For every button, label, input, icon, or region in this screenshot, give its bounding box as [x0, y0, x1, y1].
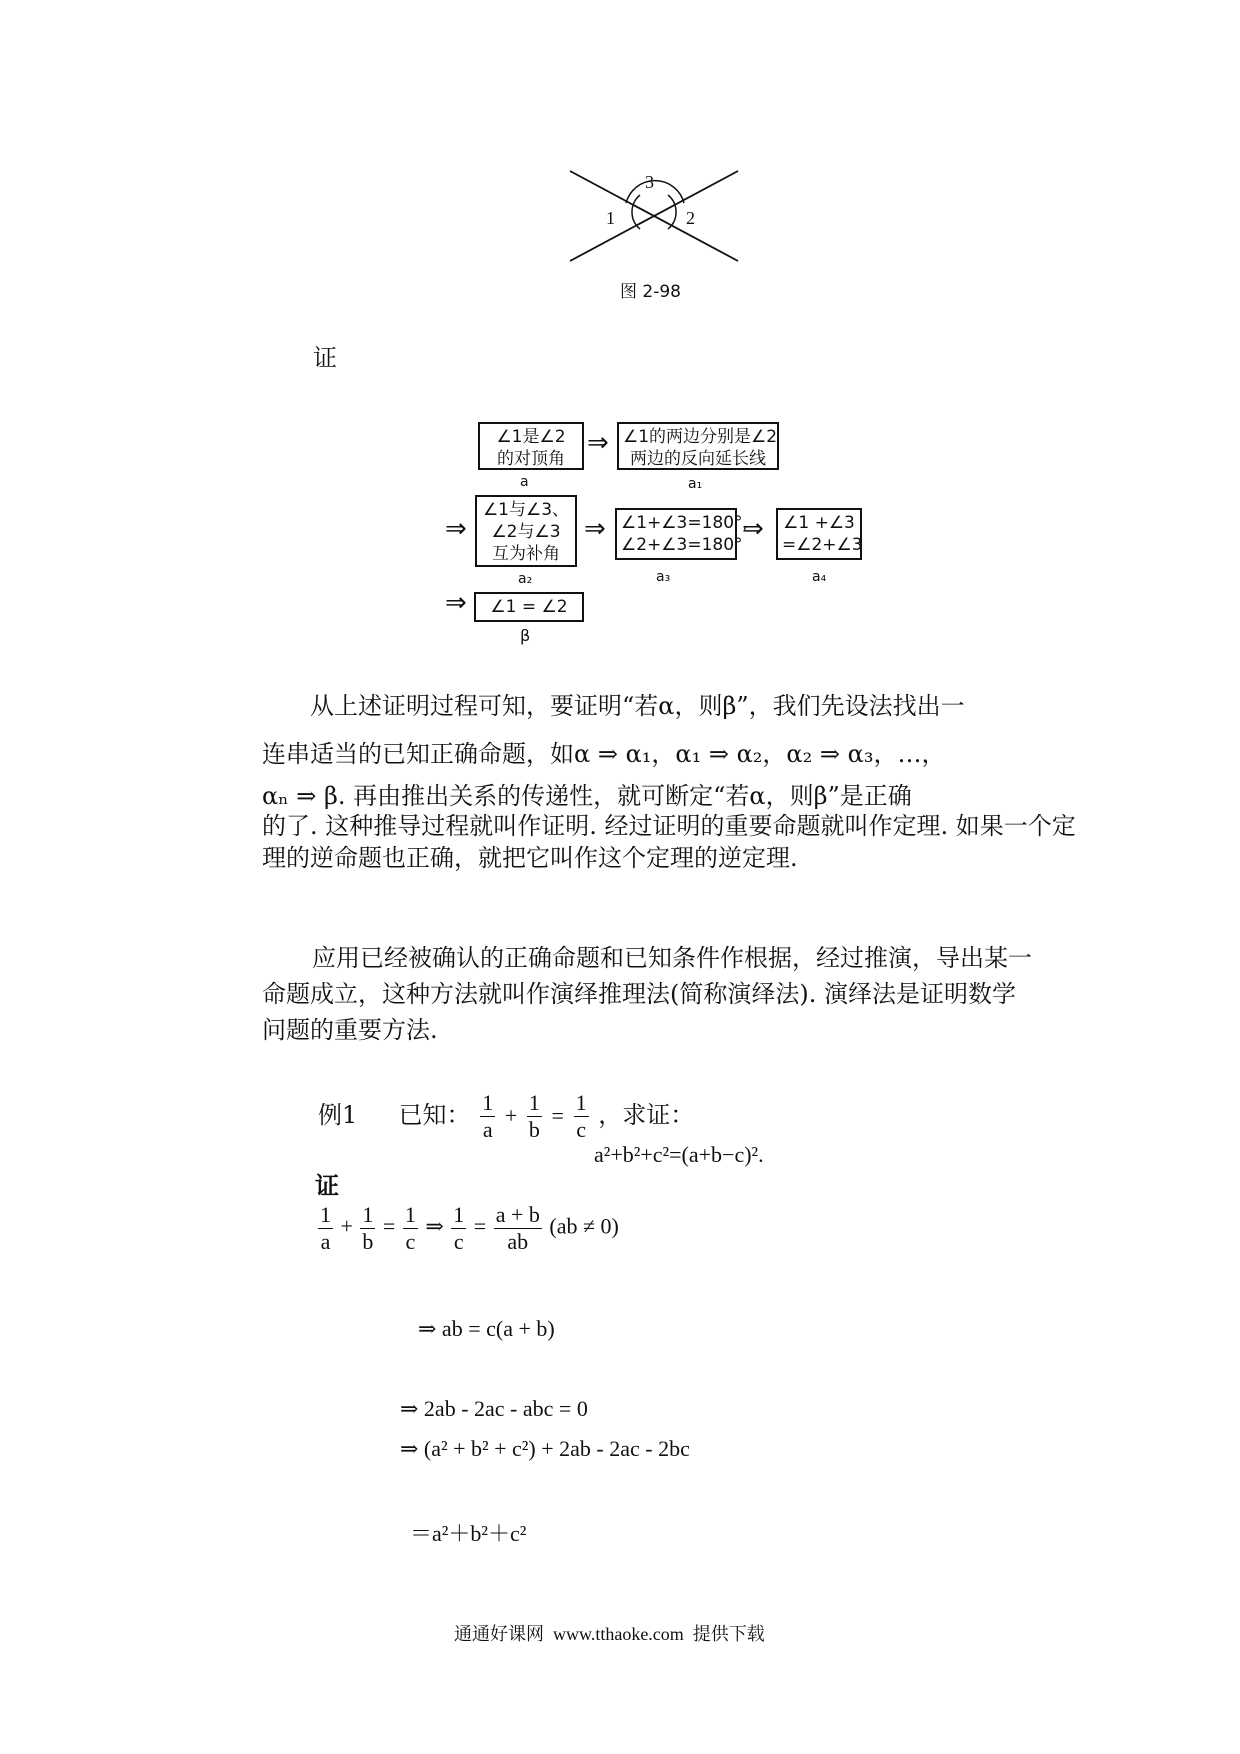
frac-1-over-b [360, 1202, 375, 1255]
box-alpha2-line-2: ∠2与∠3 [491, 522, 561, 542]
p1-line-2: 连串适当的已知正确命题，如α ⇒ α₁，α₁ ⇒ α₂，α₂ ⇒ α₃，…， [262, 740, 946, 768]
example-claim: a²+b²+c²=(a+b−c)². [594, 1142, 764, 1167]
box-alpha-line-1: ∠1是∠2 [496, 427, 566, 447]
box-alpha2-line-1: ∠1与∠3、 [482, 500, 570, 520]
label-alpha4: a₄ [812, 569, 827, 585]
frac-den: c [405, 1229, 416, 1254]
box-beta-text: ∠1 = ∠2 [490, 597, 568, 617]
arrow-lead-row3: ⇒ [445, 588, 467, 618]
equals-sign: = [473, 1213, 487, 1239]
box-alpha2-line-3: 互为补角 [492, 544, 560, 564]
label-alpha1: a₁ [688, 476, 703, 492]
angle-label-2: 2 [686, 208, 695, 228]
page-footer: 通通好课网 www.tthaoke.com 提供下载 [454, 1624, 765, 1644]
p1-line-4: 的了. 这种推导过程就叫作证明. 经过证明的重要命题就叫作定理. 如果一个定 [262, 812, 1076, 840]
figure-crossing-lines [560, 165, 750, 270]
example-label: 例1 [318, 1101, 358, 1129]
frac-den: c [453, 1229, 464, 1254]
proof-label: 证 [313, 344, 337, 372]
equals-sign: = [551, 1103, 564, 1128]
proof-line-4: ⇒ (a² + b² + c²) + 2ab - 2ac - 2bc [400, 1436, 690, 1461]
frac-a-plus-b-over-ab [494, 1202, 542, 1255]
box-alpha1 [617, 422, 779, 470]
box-alpha2 [475, 495, 577, 567]
frac-num: 1 [482, 1090, 494, 1115]
box-alpha4 [776, 508, 862, 560]
arrow-a2-a3: ⇒ [584, 514, 606, 544]
box-alpha3-line-1: ∠1+∠3=180°, [621, 513, 748, 533]
frac-1-over-a [480, 1090, 495, 1143]
frac-1-over-a [318, 1202, 333, 1255]
frac-den: b [362, 1229, 374, 1254]
arrow-lead-row2: ⇒ [445, 514, 467, 544]
frac-den: a [482, 1117, 493, 1142]
frac-num: a + b [495, 1202, 540, 1227]
arc-angle-3 [626, 181, 684, 203]
frac-num: 1 [404, 1202, 416, 1227]
frac-num: 1 [362, 1202, 374, 1227]
nonzero-condition: (ab ≠ 0) [549, 1213, 619, 1239]
frac-num: 1 [320, 1202, 331, 1227]
example-given: 已知： [398, 1101, 471, 1129]
example-prove: ，求证： [598, 1101, 695, 1129]
box-beta [474, 592, 584, 622]
plus-sign: + [504, 1103, 518, 1128]
box-alpha1-line-2: 两边的反向延长线 [630, 449, 766, 469]
label-alpha2: a₂ [518, 571, 533, 587]
frac-1-over-b [527, 1090, 542, 1143]
p2-line-3: 问题的重要方法. [262, 1016, 438, 1044]
proof-line-2: ⇒ ab = c(a + b) [418, 1316, 555, 1341]
frac-1-over-c [451, 1202, 466, 1255]
p2-line-2: 命题成立，这种方法就叫作演绎推理法(简称演绎法). 演绎法是证明数学 [262, 980, 1016, 1008]
angle-label-3: 3 [645, 172, 654, 192]
frac-1-over-c [403, 1202, 418, 1255]
p2-line-1: 应用已经被确认的正确命题和已知条件作根据，经过推演，导出某一 [312, 944, 1032, 972]
angle-label-1: 1 [606, 208, 615, 228]
equals-sign: = [382, 1213, 396, 1239]
box-alpha4-line-1: ∠1 +∠3 [783, 513, 855, 533]
box-alpha1-line-1: ∠1的两边分别是∠2 [623, 427, 778, 447]
arrow-a-a1: ⇒ [587, 428, 609, 458]
box-alpha [478, 422, 584, 470]
frac-den: c [576, 1117, 586, 1142]
p1-line-1: 从上述证明过程可知，要证明“若α，则β”，我们先设法找出一 [310, 692, 965, 720]
frac-num: 1 [453, 1202, 465, 1227]
label-beta: β [520, 626, 531, 645]
frac-num: 1 [575, 1090, 587, 1115]
box-alpha4-line-2: =∠2+∠3 [782, 535, 863, 555]
p1-line-5: 理的逆命题也正确，就把它叫作这个定理的逆定理. [262, 844, 798, 872]
frac-den: ab [507, 1229, 529, 1254]
box-alpha-line-2: 的对顶角 [497, 449, 565, 469]
example-1 [318, 1090, 694, 1143]
frac-den: a [320, 1229, 331, 1254]
figure-caption: 图 2-98 [620, 282, 681, 302]
label-alpha: a [520, 474, 529, 490]
frac-1-over-c [574, 1090, 589, 1143]
implies-arrow: ⇒ [425, 1213, 444, 1239]
box-alpha3 [615, 508, 748, 560]
arrow-a3-a4: ⇒ [742, 514, 764, 544]
label-alpha3: a₃ [656, 569, 671, 585]
proof-line-5: ＝a²＋b²＋c² [410, 1521, 527, 1546]
p1-line-3: αₙ ⇒ β. 再由推出关系的传递性，就可断定“若α，则β”是正确 [262, 782, 912, 810]
box-alpha3-line-2: ∠2+∠3=180° [621, 535, 743, 555]
proof-line-3: ⇒ 2ab - 2ac - abc = 0 [400, 1396, 588, 1421]
plus-sign: + [340, 1213, 353, 1239]
proof-line-1 [316, 1202, 619, 1255]
frac-num: 1 [528, 1090, 540, 1115]
frac-den: b [528, 1117, 540, 1142]
proof-label-2: 证 [315, 1171, 339, 1200]
